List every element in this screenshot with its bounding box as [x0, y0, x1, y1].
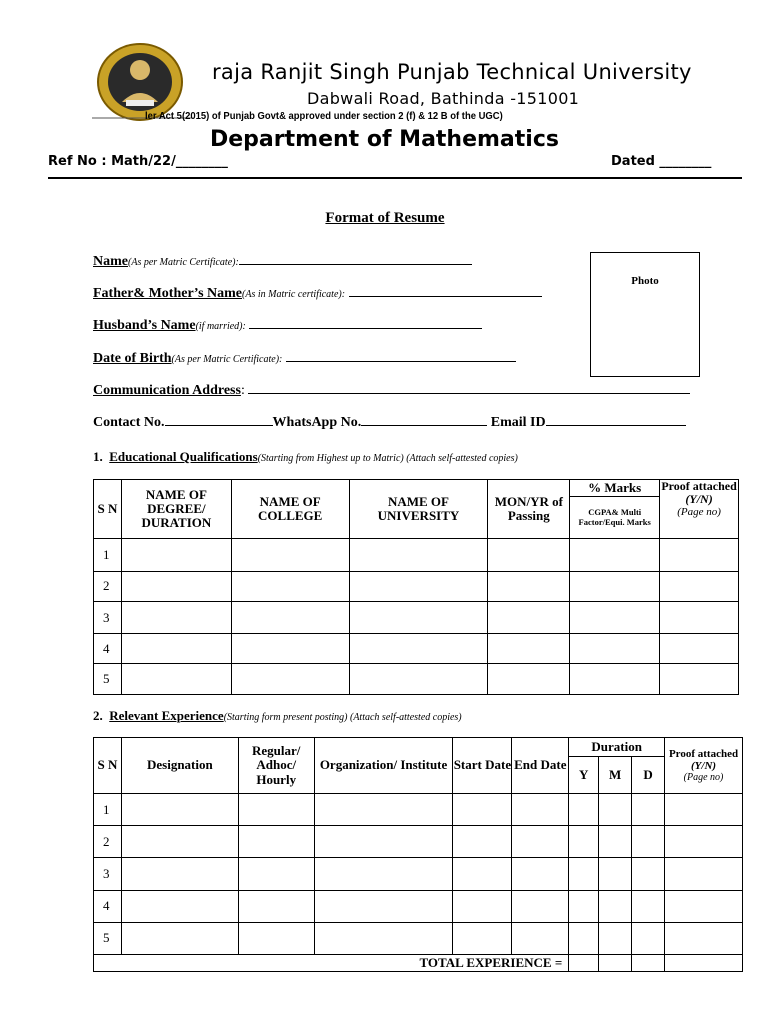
table-cell[interactable]: [660, 602, 739, 634]
table-cell[interactable]: [512, 794, 569, 826]
table-cell[interactable]: [231, 664, 349, 695]
edu-header-proof: [660, 480, 739, 539]
whatsapp-input-line[interactable]: [361, 415, 487, 426]
table-cell[interactable]: [570, 664, 660, 695]
table-cell[interactable]: [512, 858, 569, 890]
row-number: 1: [94, 794, 122, 826]
table-cell[interactable]: [121, 539, 231, 572]
edu-header-degree: NAME OF DEGREE/ DURATION: [121, 480, 231, 539]
edu-header-sn: S N: [94, 480, 122, 539]
table-cell[interactable]: [660, 633, 739, 664]
parents-name-note: (As in Matric certificate):: [242, 289, 346, 300]
table-cell[interactable]: [314, 826, 453, 858]
row-number: 4: [94, 633, 122, 664]
table-cell[interactable]: [569, 922, 599, 954]
name-label: Name: [93, 254, 128, 269]
exp-header-organization: Organization/ Institute: [314, 738, 453, 794]
table-row: [94, 664, 739, 695]
experience-note: (Starting form present posting) (Attach self-attested copies): [223, 712, 462, 723]
table-cell[interactable]: [665, 826, 743, 858]
table-cell[interactable]: [599, 922, 632, 954]
table-cell[interactable]: [231, 539, 349, 572]
dob-note: (As per Matric Certificate):: [171, 354, 283, 365]
table-cell[interactable]: [121, 890, 238, 922]
experience-number: 2.: [93, 708, 103, 723]
table-cell[interactable]: [488, 571, 570, 602]
address-input-line[interactable]: [248, 383, 690, 394]
experience-title: Relevant Experience: [109, 708, 224, 723]
edu-proof-label: Proof attached: [661, 479, 737, 493]
table-cell[interactable]: [453, 890, 512, 922]
education-title: Educational Qualifications: [109, 449, 258, 464]
table-cell[interactable]: [231, 571, 349, 602]
table-row: [94, 602, 739, 634]
row-number: 3: [94, 858, 122, 890]
table-cell[interactable]: [632, 922, 665, 954]
table-cell[interactable]: [121, 826, 238, 858]
table-cell[interactable]: [349, 571, 488, 602]
table-cell[interactable]: [121, 602, 231, 634]
experience-table: [93, 737, 743, 972]
table-cell[interactable]: [570, 539, 660, 572]
dob-label: Date of Birth: [93, 351, 172, 366]
university-name: raja Ranjit Singh Punjab Technical University: [212, 60, 692, 84]
university-address: Dabwali Road, Bathinda -151001: [307, 89, 580, 108]
address-field[interactable]: [93, 383, 690, 399]
dob-field[interactable]: [93, 351, 516, 367]
photo-box[interactable]: [590, 252, 700, 377]
table-row: [94, 826, 743, 858]
husband-name-input-line[interactable]: [249, 318, 482, 329]
exp-proof-label: Proof attached: [668, 748, 739, 761]
table-cell[interactable]: [453, 826, 512, 858]
parents-name-label: Father& Mother’s Name: [93, 286, 243, 301]
row-number: 2: [94, 571, 122, 602]
table-cell[interactable]: [512, 890, 569, 922]
name-note: (As per Matric Certificate):: [128, 257, 239, 268]
total-y-cell[interactable]: [569, 954, 599, 971]
table-cell[interactable]: [632, 794, 665, 826]
table-cell[interactable]: [569, 794, 599, 826]
table-cell[interactable]: [121, 922, 238, 954]
table-cell[interactable]: [512, 922, 569, 954]
education-number: 1.: [93, 449, 103, 464]
table-cell[interactable]: [570, 602, 660, 634]
total-m-cell[interactable]: [599, 954, 632, 971]
table-cell[interactable]: [121, 794, 238, 826]
table-cell[interactable]: [121, 858, 238, 890]
table-cell[interactable]: [665, 890, 743, 922]
exp-proof-page: (Page no): [683, 772, 724, 784]
edu-proof-yn: (Y/N): [685, 492, 713, 507]
edu-proof-page: (Page no): [677, 506, 721, 519]
contact-row: [93, 415, 686, 431]
address-colon: :: [240, 383, 245, 398]
table-cell[interactable]: [569, 858, 599, 890]
table-cell[interactable]: [453, 794, 512, 826]
contact-input-line[interactable]: [165, 415, 273, 426]
row-number: 3: [94, 602, 122, 634]
establishment-note: ler Act 5(2015) of Punjab Govt& approved under section 2 (f) & 12 B of the UGC): [145, 110, 503, 122]
table-cell[interactable]: [632, 826, 665, 858]
husband-name-label: Husband’s Name: [93, 318, 196, 333]
ref-number: Ref No : Math/22/________: [48, 154, 228, 169]
edu-header-marks-sub: CGPA& Multi Factor/Equi. Marks: [570, 497, 660, 539]
exp-header-designation: Designation: [121, 738, 238, 794]
table-cell[interactable]: [599, 890, 632, 922]
row-number: 4: [94, 890, 122, 922]
husband-name-note: (if married):: [195, 321, 246, 332]
row-number: 2: [94, 826, 122, 858]
parents-name-input-line[interactable]: [349, 286, 542, 297]
education-note: (Starting from Highest up to Matric) (Attach self-attested copies): [257, 453, 518, 464]
name-field[interactable]: [93, 254, 472, 270]
table-cell[interactable]: [488, 602, 570, 634]
edu-header-marks: % Marks: [570, 480, 660, 497]
header-divider: [48, 177, 742, 179]
table-cell[interactable]: [632, 890, 665, 922]
table-cell[interactable]: [238, 826, 314, 858]
table-cell[interactable]: [349, 633, 488, 664]
table-cell[interactable]: [238, 794, 314, 826]
row-number: 5: [94, 922, 122, 954]
table-cell[interactable]: [349, 539, 488, 572]
exp-header-sn: S N: [94, 738, 122, 794]
table-cell[interactable]: [314, 858, 453, 890]
email-label: Email ID: [490, 415, 546, 430]
exp-header-m: M: [599, 757, 632, 794]
dob-input-line[interactable]: [286, 351, 516, 362]
table-cell[interactable]: [660, 664, 739, 695]
row-number: 5: [94, 664, 122, 695]
exp-header-proof: [665, 738, 743, 794]
edu-header-university: NAME OF UNIVERSITY: [349, 480, 488, 539]
education-table: [93, 479, 739, 695]
total-row: [94, 954, 743, 971]
exp-header-start: Start Date: [453, 738, 512, 794]
table-cell[interactable]: [632, 858, 665, 890]
table-cell[interactable]: [121, 633, 231, 664]
table-cell[interactable]: [238, 858, 314, 890]
table-cell[interactable]: [349, 602, 488, 634]
table-cell[interactable]: [569, 826, 599, 858]
exp-header-d: D: [632, 757, 665, 794]
table-row: [94, 890, 743, 922]
table-cell[interactable]: [665, 922, 743, 954]
table-row: [94, 922, 743, 954]
table-cell[interactable]: [570, 571, 660, 602]
table-cell[interactable]: [314, 794, 453, 826]
total-proof-cell[interactable]: [665, 954, 743, 971]
edu-header-college: NAME OF COLLEGE: [231, 480, 349, 539]
edu-header-passing: MON/YR of Passing: [488, 480, 570, 539]
total-experience-label: TOTAL EXPERIENCE =: [94, 954, 569, 971]
contact-label: Contact No.: [93, 415, 165, 430]
exp-header-duration: Duration: [569, 738, 665, 757]
row-number: 1: [94, 539, 122, 572]
form-title: Format of Resume: [325, 210, 445, 226]
table-cell[interactable]: [121, 571, 231, 602]
table-cell[interactable]: [512, 826, 569, 858]
email-input-line[interactable]: [546, 415, 686, 426]
table-cell[interactable]: [660, 571, 739, 602]
table-cell[interactable]: [665, 858, 743, 890]
table-row: [94, 633, 739, 664]
parents-name-field[interactable]: [93, 286, 542, 302]
table-row: [94, 794, 743, 826]
whatsapp-label: WhatsApp No.: [272, 415, 362, 430]
address-label: Communication Address: [93, 383, 241, 398]
table-cell[interactable]: [231, 633, 349, 664]
dated-field: Dated ________: [611, 154, 712, 169]
table-cell[interactable]: [599, 794, 632, 826]
table-row: [94, 539, 739, 572]
husband-name-field[interactable]: [93, 318, 482, 334]
table-cell[interactable]: [660, 539, 739, 572]
table-cell[interactable]: [570, 633, 660, 664]
table-cell[interactable]: [314, 890, 453, 922]
table-cell[interactable]: [488, 664, 570, 695]
table-cell[interactable]: [238, 890, 314, 922]
name-input-line[interactable]: [239, 254, 472, 265]
table-cell[interactable]: [238, 922, 314, 954]
education-heading: [93, 449, 518, 465]
table-cell[interactable]: [599, 826, 632, 858]
table-cell[interactable]: [453, 858, 512, 890]
table-row: [94, 858, 743, 890]
table-cell[interactable]: [121, 664, 231, 695]
table-cell[interactable]: [599, 858, 632, 890]
photo-label: Photo: [631, 275, 659, 287]
exp-header-end: End Date: [512, 738, 569, 794]
exp-header-y: Y: [569, 757, 599, 794]
table-cell[interactable]: [314, 922, 453, 954]
total-d-cell[interactable]: [632, 954, 665, 971]
department-title: Department of Mathematics: [210, 127, 559, 152]
table-cell[interactable]: [665, 794, 743, 826]
table-cell[interactable]: [488, 539, 570, 572]
table-cell[interactable]: [231, 602, 349, 634]
exp-header-regular: Regular/ Adhoc/ Hourly: [238, 738, 314, 794]
exp-proof-yn: (Y/N): [691, 760, 717, 773]
table-cell[interactable]: [488, 633, 570, 664]
experience-heading: [93, 708, 462, 724]
table-cell[interactable]: [349, 664, 488, 695]
table-cell[interactable]: [569, 890, 599, 922]
table-cell[interactable]: [453, 922, 512, 954]
table-row: [94, 571, 739, 602]
